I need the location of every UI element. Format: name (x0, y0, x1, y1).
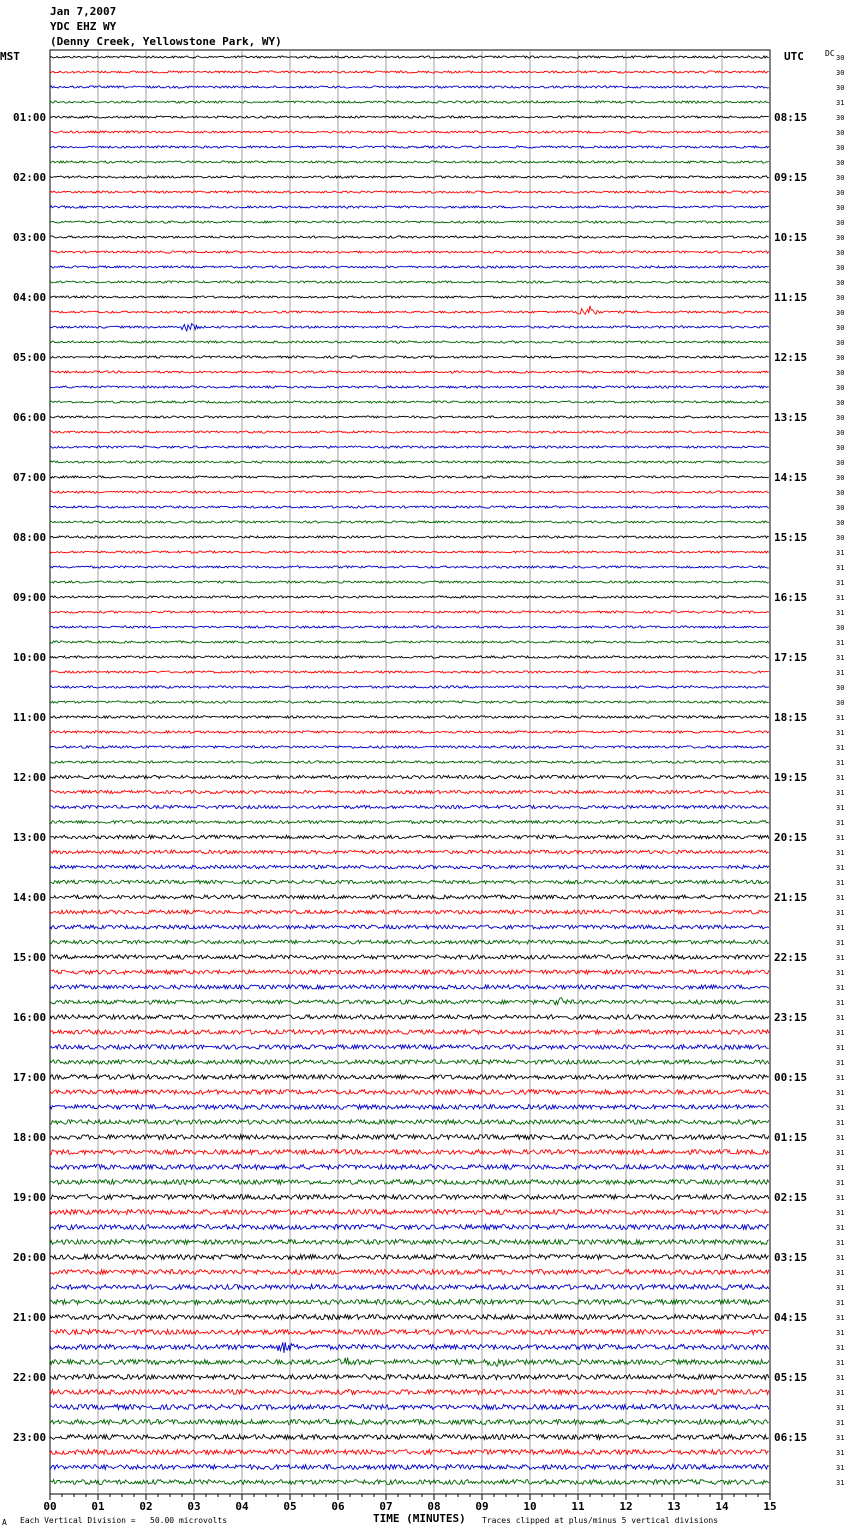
trace-row-10 (50, 206, 769, 208)
right-hour-label: 13:15 (774, 411, 808, 424)
dc-offset: 30 (836, 324, 845, 332)
trace-row-66 (50, 1045, 769, 1049)
trace-row-47 (50, 761, 769, 763)
right-hour-label: 16:15 (774, 591, 808, 604)
dc-offset: 31 (836, 579, 845, 587)
trace-row-59 (50, 940, 769, 944)
dc-offset: 31 (836, 1224, 845, 1232)
dc-offset: 30 (836, 264, 845, 272)
trace-row-2 (50, 86, 769, 88)
trace-row-48 (50, 775, 769, 778)
trace-row-61 (50, 970, 769, 974)
left-hour-label: 12:00 (13, 771, 47, 784)
dc-offset: 31 (836, 969, 845, 977)
right-hour-label: 03:15 (774, 1251, 808, 1264)
dc-offset: 31 (836, 654, 845, 662)
trace-row-20 (50, 356, 769, 358)
right-hour-label: 00:15 (774, 1071, 808, 1084)
trace-row-71 (50, 1120, 769, 1125)
dc-offset: 31 (836, 849, 845, 857)
dc-offset: 30 (836, 384, 845, 392)
trace-row-91 (50, 1420, 769, 1425)
dc-offset: 31 (836, 1104, 845, 1112)
dc-offset: 31 (836, 1044, 845, 1052)
trace-row-68 (50, 1075, 769, 1080)
trace-row-40 (50, 656, 769, 658)
trace-row-27 (50, 461, 769, 463)
dc-offset: 31 (836, 984, 845, 992)
dc-offset: 30 (836, 459, 845, 467)
dc-offset: 31 (836, 1134, 845, 1142)
x-tick-label: 04 (235, 1500, 249, 1513)
trace-row-86 (50, 1342, 769, 1353)
dc-offset: 31 (836, 1209, 845, 1217)
dc-offset: 30 (836, 204, 845, 212)
trace-row-84 (50, 1315, 769, 1320)
trace-row-63 (50, 998, 769, 1005)
trace-row-78 (50, 1225, 769, 1230)
x-tick-label: 10 (523, 1500, 537, 1513)
trace-row-60 (50, 955, 769, 959)
dc-offset: 31 (836, 1329, 845, 1337)
dc-offset: 30 (836, 159, 845, 167)
left-hour-label: 11:00 (13, 711, 47, 724)
trace-row-95 (50, 1480, 769, 1485)
left-hour-label: 09:00 (13, 591, 47, 604)
right-hour-label: 02:15 (774, 1191, 808, 1204)
left-hour-label: 19:00 (13, 1191, 47, 1204)
trace-row-56 (50, 895, 769, 899)
trace-row-14 (50, 266, 769, 268)
trace-row-53 (50, 850, 769, 854)
trace-row-17 (50, 306, 769, 315)
dc-offset: 31 (836, 744, 845, 752)
dc-offset: 31 (836, 1434, 845, 1442)
trace-row-43 (50, 701, 769, 703)
x-tick-label: 12 (619, 1500, 633, 1513)
x-tick-label: 15 (763, 1500, 777, 1513)
trace-row-33 (50, 551, 769, 553)
dc-offset: 31 (836, 99, 845, 107)
trace-row-23 (50, 401, 769, 403)
trace-row-39 (50, 641, 769, 643)
dc-offset: 31 (836, 909, 845, 917)
trace-row-94 (50, 1465, 769, 1470)
dc-offset: 30 (836, 279, 845, 287)
dc-offset: 31 (836, 714, 845, 722)
trace-row-12 (50, 236, 769, 238)
dc-offset: 31 (836, 1239, 845, 1247)
x-tick-label: 06 (331, 1500, 345, 1513)
dc-offset: 30 (836, 129, 845, 137)
right-hour-label: 10:15 (774, 231, 808, 244)
x-tick-label: 00 (43, 1500, 57, 1513)
dc-offset: 31 (836, 1464, 845, 1472)
trace-row-44 (50, 716, 769, 718)
dc-offset: 31 (836, 1149, 845, 1157)
right-hour-label: 05:15 (774, 1371, 808, 1384)
left-hour-label: 10:00 (13, 651, 47, 664)
trace-row-80 (50, 1255, 769, 1260)
dc-offset: 31 (836, 924, 845, 932)
trace-row-75 (50, 1180, 769, 1185)
dc-label: DC (825, 49, 835, 58)
right-timezone-label: UTC (784, 50, 804, 63)
right-hour-label: 06:15 (774, 1431, 808, 1444)
trace-row-1 (50, 71, 769, 73)
trace-row-51 (50, 820, 769, 823)
dc-offset: 30 (836, 444, 845, 452)
trace-row-83 (50, 1300, 769, 1305)
dc-offset: 30 (836, 234, 845, 242)
dc-offset: 30 (836, 504, 845, 512)
trace-row-29 (50, 491, 769, 493)
trace-row-79 (50, 1240, 769, 1245)
x-tick-label: 03 (187, 1500, 201, 1513)
dc-offset: 31 (836, 879, 845, 887)
x-tick-label: 02 (139, 1500, 153, 1513)
dc-offset: 31 (836, 1404, 845, 1412)
trace-row-11 (50, 221, 769, 223)
trace-row-54 (50, 865, 769, 869)
trace-row-69 (50, 1090, 769, 1095)
dc-offset: 30 (836, 474, 845, 482)
dc-offset: 31 (836, 639, 845, 647)
dc-offset: 31 (836, 1194, 845, 1202)
dc-offset: 30 (836, 294, 845, 302)
left-hour-label: 23:00 (13, 1431, 47, 1444)
dc-offset: 31 (836, 564, 845, 572)
trace-row-90 (50, 1405, 769, 1410)
trace-row-22 (50, 386, 769, 388)
dc-offset: 31 (836, 1374, 845, 1382)
dc-offset: 31 (836, 1269, 845, 1277)
dc-offset: 30 (836, 144, 845, 152)
left-hour-label: 22:00 (13, 1371, 47, 1384)
dc-offset: 31 (836, 1179, 845, 1187)
left-hour-label: 16:00 (13, 1011, 47, 1024)
dc-offset: 30 (836, 354, 845, 362)
trace-row-18 (50, 324, 769, 331)
left-hour-label: 13:00 (13, 831, 47, 844)
x-tick-label: 01 (91, 1500, 105, 1513)
trace-row-50 (50, 805, 769, 808)
trace-row-13 (50, 251, 769, 253)
trace-row-4 (50, 116, 769, 118)
plot-date: Jan 7,2007 (50, 5, 117, 18)
scale-note: Each Vertical Division = 50.00 microvolts (20, 1516, 228, 1525)
x-tick-label: 08 (427, 1500, 441, 1513)
dc-offset: 30 (836, 624, 845, 632)
dc-offset: 31 (836, 729, 845, 737)
trace-row-57 (50, 910, 769, 914)
dc-offset: 31 (836, 819, 845, 827)
left-hour-label: 04:00 (13, 291, 47, 304)
right-hour-label: 01:15 (774, 1131, 808, 1144)
dc-offset: 31 (836, 1059, 845, 1067)
trace-row-8 (50, 176, 769, 178)
x-tick-label: 14 (715, 1500, 729, 1513)
trace-row-70 (50, 1105, 769, 1110)
dc-offset: 31 (836, 999, 845, 1007)
right-hour-label: 21:15 (774, 891, 808, 904)
trace-row-74 (50, 1165, 769, 1170)
trace-row-73 (50, 1150, 769, 1155)
x-tick-label: 07 (379, 1500, 393, 1513)
trace-row-7 (50, 161, 769, 163)
dc-offset: 30 (836, 84, 845, 92)
trace-row-52 (50, 835, 769, 839)
trace-row-0 (50, 56, 769, 58)
trace-row-32 (50, 536, 769, 538)
dc-offset: 30 (836, 114, 845, 122)
dc-offset: 30 (836, 219, 845, 227)
dc-offset: 31 (836, 834, 845, 842)
trace-row-64 (50, 1015, 769, 1019)
trace-row-46 (50, 746, 769, 748)
trace-row-34 (50, 566, 769, 568)
right-hour-label: 18:15 (774, 711, 808, 724)
left-hour-label: 18:00 (13, 1131, 47, 1144)
trace-row-28 (50, 476, 769, 478)
x-tick-label: 09 (475, 1500, 489, 1513)
trace-row-21 (50, 371, 769, 373)
left-hour-label: 20:00 (13, 1251, 47, 1264)
dc-offset: 30 (836, 249, 845, 257)
trace-row-89 (50, 1390, 769, 1395)
x-tick-label: 11 (571, 1500, 585, 1513)
dc-offset: 31 (836, 1359, 845, 1367)
dc-offset: 31 (836, 1419, 845, 1427)
trace-row-62 (50, 985, 769, 989)
dc-offset: 30 (836, 429, 845, 437)
trace-row-16 (50, 296, 769, 298)
trace-row-93 (50, 1450, 769, 1455)
dc-offset: 30 (836, 534, 845, 542)
dc-offset: 31 (836, 864, 845, 872)
trace-row-25 (50, 431, 769, 433)
dc-offset: 30 (836, 519, 845, 527)
dc-offset: 31 (836, 1284, 845, 1292)
station-code: YDC EHZ WY (50, 20, 117, 33)
dc-offset: 31 (836, 1089, 845, 1097)
trace-row-30 (50, 506, 769, 508)
left-hour-label: 05:00 (13, 351, 47, 364)
trace-row-77 (50, 1210, 769, 1215)
right-hour-label: 20:15 (774, 831, 808, 844)
trace-row-36 (50, 596, 769, 598)
trace-row-81 (50, 1270, 769, 1275)
dc-offset: 30 (836, 189, 845, 197)
trace-row-67 (50, 1060, 769, 1064)
dc-offset: 31 (836, 1389, 845, 1397)
trace-row-58 (50, 925, 769, 929)
trace-row-76 (50, 1195, 769, 1200)
right-hour-label: 11:15 (774, 291, 808, 304)
trace-row-85 (50, 1330, 769, 1335)
dc-offset: 31 (836, 669, 845, 677)
trace-row-37 (50, 611, 769, 613)
left-hour-label: 15:00 (13, 951, 47, 964)
x-tick-label: 13 (667, 1500, 681, 1513)
dc-offset: 30 (836, 309, 845, 317)
dc-offset: 31 (836, 774, 845, 782)
trace-row-26 (50, 446, 769, 448)
right-hour-label: 22:15 (774, 951, 808, 964)
left-timezone-label: MST (0, 50, 20, 63)
dc-offset: 30 (836, 414, 845, 422)
dc-offset: 31 (836, 1074, 845, 1082)
dc-offset: 31 (836, 1119, 845, 1127)
trace-row-72 (50, 1135, 769, 1140)
dc-offset: 31 (836, 1344, 845, 1352)
trace-row-41 (50, 671, 769, 673)
trace-row-55 (50, 880, 769, 884)
trace-row-24 (50, 416, 769, 418)
left-hour-label: 08:00 (13, 531, 47, 544)
left-hour-label: 03:00 (13, 231, 47, 244)
left-hour-label: 06:00 (13, 411, 47, 424)
dc-offset: 31 (836, 1014, 845, 1022)
right-hour-label: 17:15 (774, 651, 808, 664)
trace-row-38 (50, 626, 769, 628)
dc-offset: 31 (836, 1314, 845, 1322)
right-hour-label: 14:15 (774, 471, 808, 484)
trace-row-5 (50, 131, 769, 133)
dc-offset: 31 (836, 1479, 845, 1487)
clip-note: Traces clipped at plus/minus 5 vertical divisions (482, 1516, 719, 1525)
right-hour-label: 09:15 (774, 171, 808, 184)
x-axis-title: TIME (MINUTES) (373, 1512, 466, 1525)
trace-row-88 (50, 1375, 769, 1380)
right-hour-label: 23:15 (774, 1011, 808, 1024)
dc-offset: 30 (836, 54, 845, 62)
dc-offset: 31 (836, 594, 845, 602)
trace-row-6 (50, 146, 769, 148)
dc-offset: 30 (836, 684, 845, 692)
dc-offset: 31 (836, 939, 845, 947)
dc-offset: 31 (836, 609, 845, 617)
trace-row-92 (50, 1435, 769, 1440)
trace-row-9 (50, 191, 769, 193)
dc-offset: 31 (836, 1254, 845, 1262)
left-hour-label: 17:00 (13, 1071, 47, 1084)
trace-row-49 (50, 790, 769, 793)
trace-row-3 (50, 101, 769, 103)
left-hour-label: 21:00 (13, 1311, 47, 1324)
right-hour-label: 04:15 (774, 1311, 808, 1324)
dc-offset: 31 (836, 954, 845, 962)
dc-offset: 30 (836, 69, 845, 77)
right-hour-label: 15:15 (774, 531, 808, 544)
dc-offset: 30 (836, 339, 845, 347)
trace-row-65 (50, 1030, 769, 1034)
dc-offset: 31 (836, 1164, 845, 1172)
dc-offset: 30 (836, 399, 845, 407)
right-hour-label: 19:15 (774, 771, 808, 784)
dc-offset: 31 (836, 549, 845, 557)
dc-offset: 31 (836, 804, 845, 812)
trace-row-87 (50, 1358, 769, 1366)
left-hour-label: 02:00 (13, 171, 47, 184)
trace-row-35 (50, 581, 769, 583)
trace-row-45 (50, 731, 769, 733)
trace-row-15 (50, 281, 769, 283)
dc-offset: 31 (836, 1449, 845, 1457)
trace-row-19 (50, 341, 769, 343)
dc-offset: 31 (836, 759, 845, 767)
trace-row-42 (50, 686, 769, 688)
dc-offset: 30 (836, 369, 845, 377)
trace-row-82 (50, 1285, 769, 1290)
station-location: (Denny Creek, Yellowstone Park, WY) (50, 35, 282, 48)
dc-offset: 30 (836, 489, 845, 497)
corner-mark: A (2, 1518, 7, 1527)
trace-row-31 (50, 521, 769, 523)
right-hour-label: 08:15 (774, 111, 808, 124)
left-hour-label: 14:00 (13, 891, 47, 904)
dc-offset: 31 (836, 789, 845, 797)
left-hour-label: 07:00 (13, 471, 47, 484)
x-tick-label: 05 (283, 1500, 297, 1513)
dc-offset: 30 (836, 174, 845, 182)
dc-offset: 31 (836, 1299, 845, 1307)
dc-offset: 30 (836, 699, 845, 707)
left-hour-label: 01:00 (13, 111, 47, 124)
right-hour-label: 12:15 (774, 351, 808, 364)
dc-offset: 31 (836, 1029, 845, 1037)
dc-offset: 31 (836, 894, 845, 902)
